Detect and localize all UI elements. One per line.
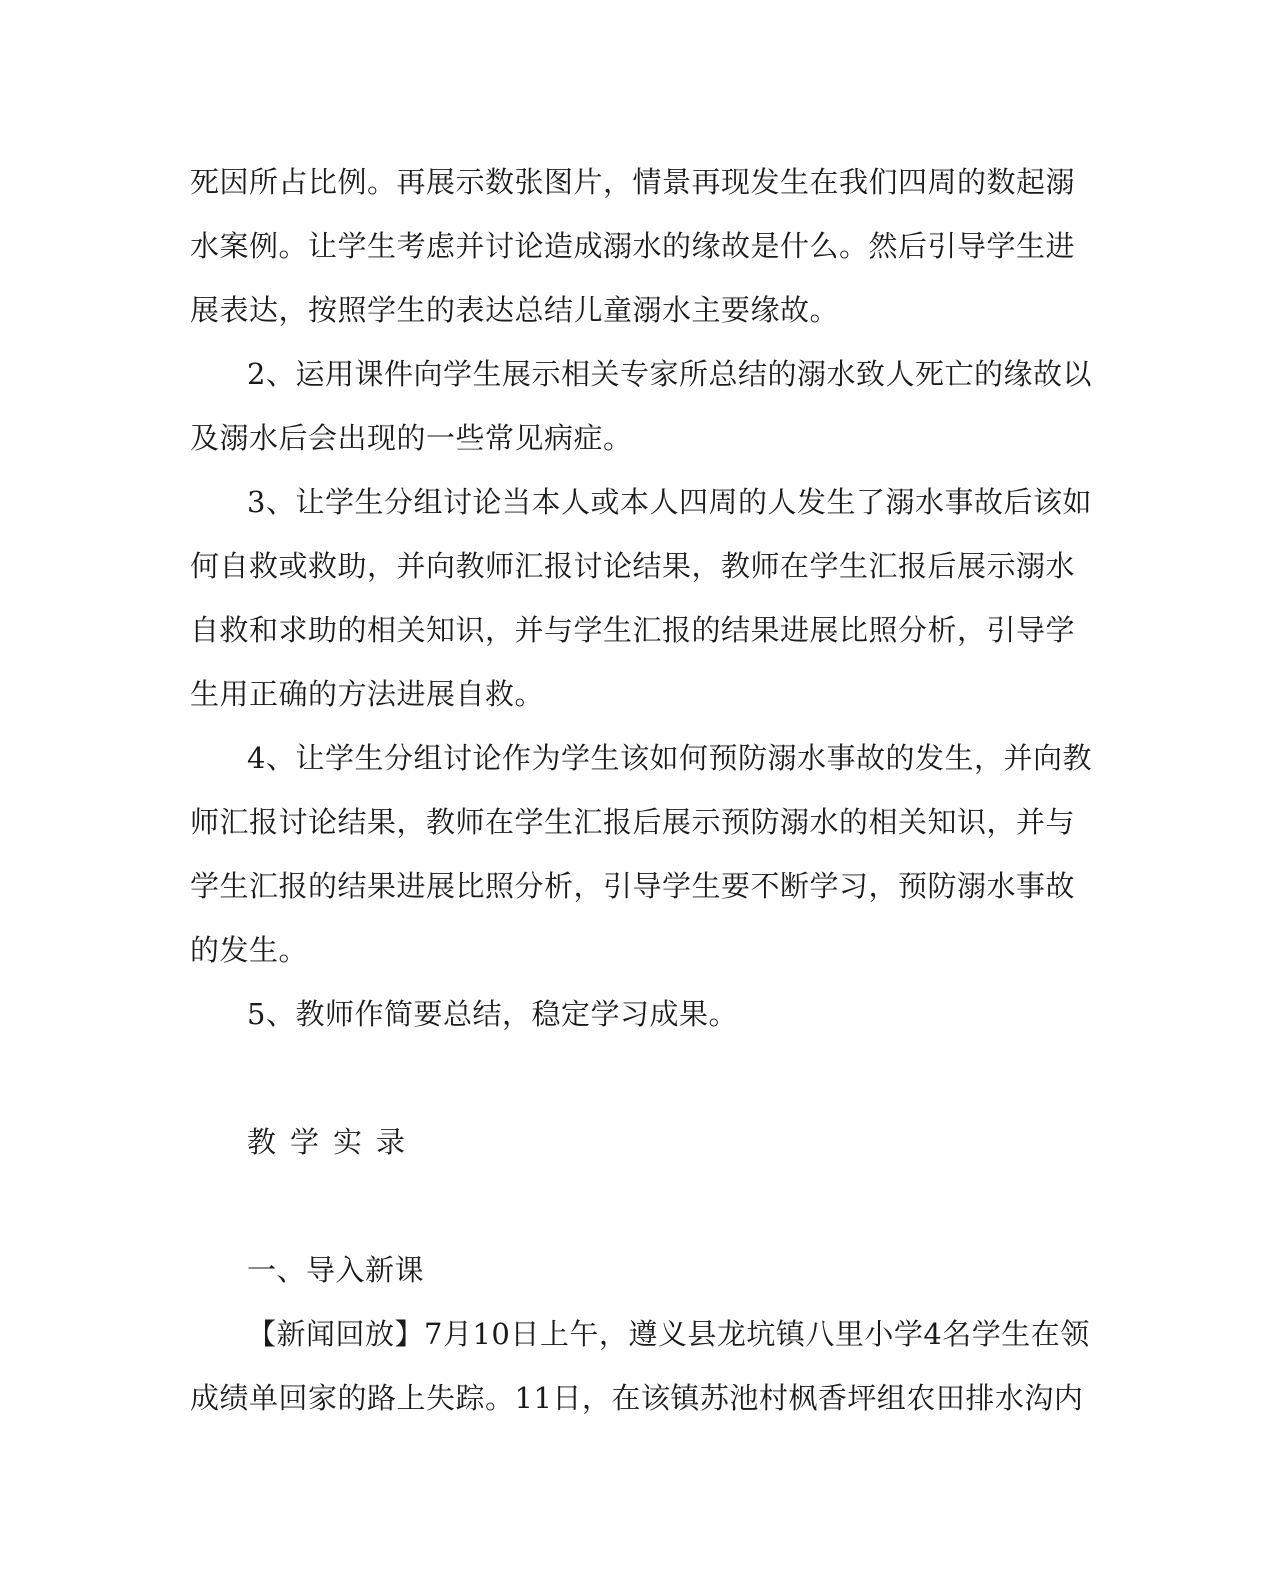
text-line: 自救和求助的相关知识，并与学生汇报的结果进展比照分析，引导学 [190,613,1076,647]
text-line: 2、运用课件向学生展示相关专家所总结的溺水致人死亡的缘故以 [247,357,1092,391]
text-line: 死因所占比例。再展示数张图片，情景再现发生在我们四周的数起溺 [190,165,1076,199]
text-line: 生用正确的方法进展自救。 [190,677,545,711]
text-line: 何自救或救助，并向教师汇报讨论结果，教师在学生汇报后展示溺水 [190,549,1076,583]
text-line: 学生汇报的结果进展比照分析，引导学生要不断学习，预防溺水事故 [190,869,1076,903]
text-line: 5、教师作简要总结，稳定学习成果。 [247,997,738,1031]
text-line: 成绩单回家的路上失踪。11日，在该镇苏池村枫香坪组农田排水沟内 [190,1381,1084,1415]
subsection-heading: 一、导入新课 [247,1253,425,1287]
text-line: 4、让学生分组讨论作为学生该如何预防溺水事故的发生，并向教 [247,741,1092,775]
text-line: 师汇报讨论结果，教师在学生汇报后展示预防溺水的相关知识，并与 [190,805,1076,839]
text-line: 【新闻回放】7月10日上午，遵义县龙坑镇八里小学4名学生在领 [247,1317,1090,1351]
section-heading: 教学实录 [247,1125,420,1159]
text-line: 及溺水后会出现的一些常见病症。 [190,421,633,455]
text-line: 3、让学生分组讨论当本人或本人四周的人发生了溺水事故后该如 [247,485,1092,519]
text-line: 水案例。让学生考虑并讨论造成溺水的缘故是什么。然后引导学生进 [190,229,1076,263]
text-line: 展表达，按照学生的表达总结儿童溺水主要缘故。 [190,293,840,327]
text-line: 的发生。 [190,933,309,967]
